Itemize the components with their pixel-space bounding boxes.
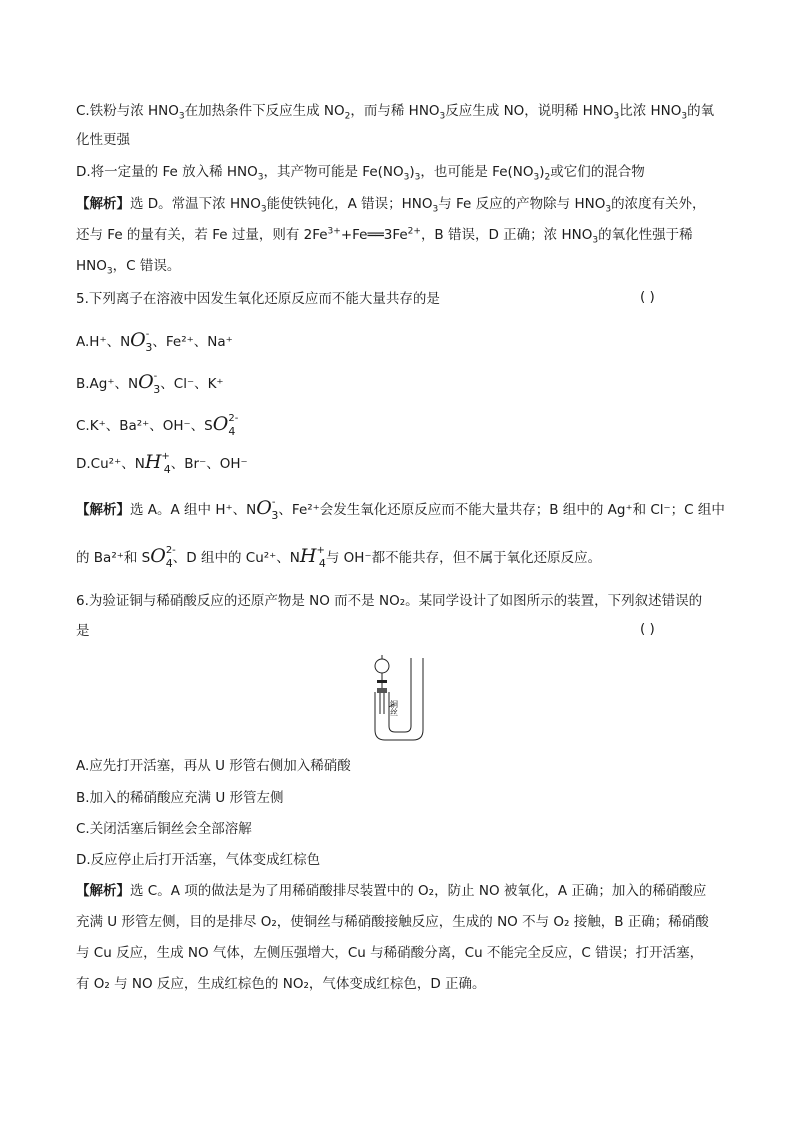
- q4-analysis-line2: 还与 Fe 的量有关，若 Fe 过量，则有 $2Fe^{3+}+Fe══3Fe^{2+}$，B 错误，D 正确；浓 $HNO_3$的氧化性强于稀: [76, 226, 693, 246]
- funnel-bulb: [375, 659, 389, 673]
- q6-answer-bracket: ( ): [640, 621, 655, 637]
- q6-analysis-line4: 有 O₂ 与 NO 反应，生成红棕色的 NO₂，气体变成红棕色，D 正确。: [76, 976, 486, 992]
- analysis-tag: 【解析】: [76, 883, 130, 899]
- q5-stem: 5.下列离子在溶液中因发生氧化还原反应而不能大量共存的是: [76, 291, 440, 307]
- q4-option-c-line2: 化性更强: [76, 132, 130, 148]
- q6-option-a: A.应先打开活塞，再从 U 形管右侧加入稀硝酸: [76, 758, 351, 774]
- q5-option-d: D.Cu²⁺、$NH^+_4$、Br⁻、OH⁻: [76, 451, 248, 476]
- q6-stem-line2: 是: [76, 623, 90, 639]
- q4-option-c-line1: C.铁粉与浓 $HNO_3$在加热条件下反应生成 $NO_2$，而与稀 $HNO_3$反应生成 NO，说明稀 $HNO_3$比浓 $HNO_3$的氧: [76, 103, 715, 122]
- u-tube-apparatus-figure: [368, 652, 428, 742]
- stopcock: [377, 680, 387, 683]
- analysis-tag: 【解析】: [76, 196, 130, 212]
- q4-analysis-line3: $HNO_3$，C 错误。: [76, 258, 181, 277]
- q6-option-d: D.反应停止后打开活塞，气体变成红棕色: [76, 852, 321, 868]
- figure-label: 铜丝: [389, 700, 399, 716]
- q5-analysis-line2: 的 Ba²⁺和 $SO^{2-}_4$、D 组中的 Cu²⁺、$NH^+_4$与 OH⁻都不能共存，但不属于氧化还原反应。: [76, 545, 602, 570]
- analysis-tag: 【解析】: [76, 502, 130, 518]
- q5-answer-bracket: ( ): [640, 289, 655, 305]
- q4-option-d: D.将一定量的 Fe 放入稀 $HNO_3$，其产物可能是 $Fe(NO_3)_3$，也可能是 $Fe(NO_3)_2$或它们的混合物: [76, 164, 645, 183]
- q4-analysis-line1: 【解析】选 D。常温下浓 $HNO_3$能使铁钝化，A 错误；$HNO_3$与 Fe 反应的产物除与 $HNO_3$的浓度有关外，: [76, 196, 706, 215]
- q5-analysis-line1: 【解析】选 A。A 组中 H⁺、$NO^-_3$、Fe²⁺会发生氧化还原反应而不能大量共存；B 组中的 Ag⁺和 Cl⁻；C 组中: [76, 497, 725, 522]
- q6-analysis-line1: 【解析】选 C。A 项的做法是为了用稀硝酸排尽装置中的 O₂，防止 NO 被氧化，A 正确；加入的稀硝酸应: [76, 883, 707, 899]
- q6-analysis-line3: 与 Cu 反应，生成 NO 气体，左侧压强增大，Cu 与稀硝酸分离，Cu 不能完全反应，C 错误；打开活塞，: [76, 945, 704, 961]
- q5-option-c: C.K⁺、Ba²⁺、OH⁻、$SO^{2-}_4$: [76, 413, 239, 438]
- q6-option-b: B.加入的稀硝酸应充满 U 形管左侧: [76, 790, 284, 806]
- q6-stem-line1: 6.为验证铜与稀硝酸反应的还原产物是 NO 而不是 NO₂。某同学设计了如图所示的装置，下列叙述错误的: [76, 593, 703, 609]
- q5-option-b: B.Ag⁺、$NO^-_3$、Cl⁻、K⁺: [76, 371, 224, 396]
- q6-analysis-line2: 充满 U 形管左侧，目的是排尽 O₂，使铜丝与稀硝酸接触反应，生成的 NO 不与 O₂ 接触，B 正确；稀硝酸: [76, 914, 709, 930]
- u-tube: [375, 658, 423, 740]
- q5-option-a: A.H⁺、$NO^-_3$、Fe²⁺、Na⁺: [76, 329, 233, 354]
- q6-option-c: C.关闭活塞后铜丝会全部溶解: [76, 821, 252, 837]
